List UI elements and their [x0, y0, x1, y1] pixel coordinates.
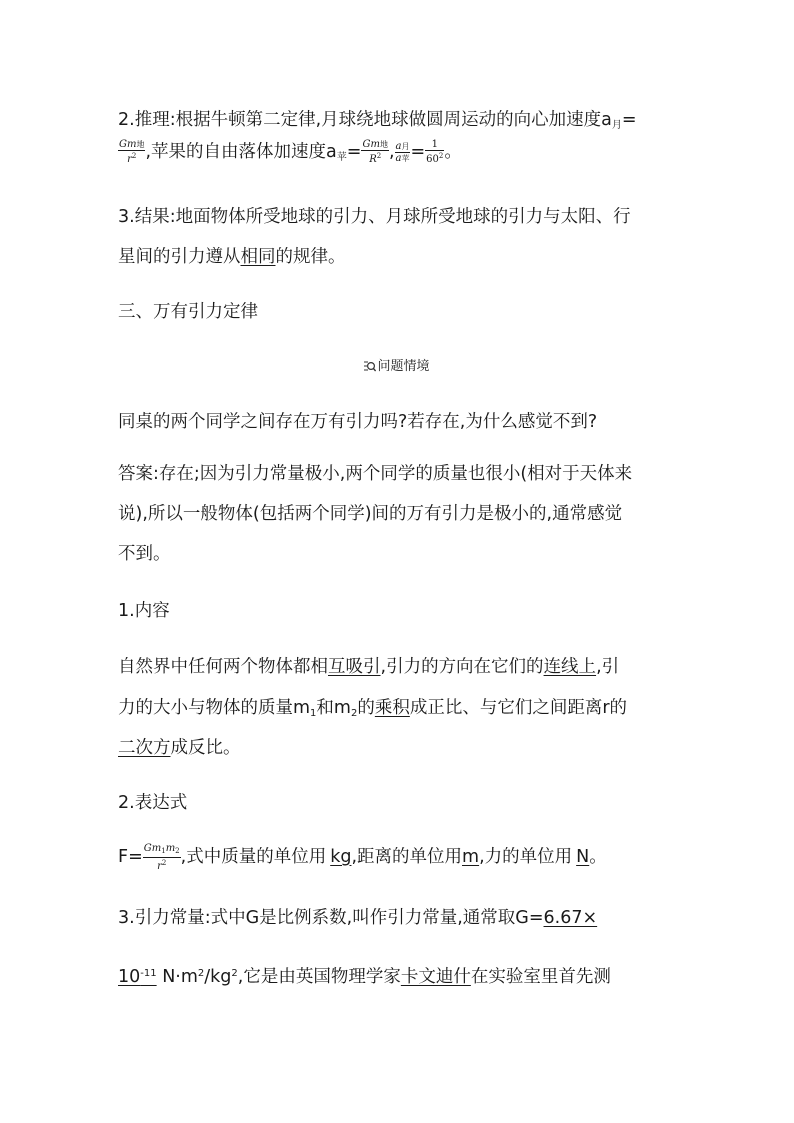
reasoning-line-1	[118, 109, 678, 137]
result-text-end: 的规律。	[275, 247, 346, 267]
fraction-gravitation-formula	[143, 843, 181, 872]
result-line-1: 3.结果:地面物体所受地球的引力、月球所受地球的引力与太阳、行	[118, 207, 631, 227]
period: 。	[444, 142, 462, 162]
equals-sign: =	[410, 142, 426, 162]
expression-text: 。	[589, 847, 607, 867]
fraction-den-sup: 2	[161, 858, 167, 867]
fraction-num-sub: 1	[161, 846, 166, 855]
expression-line	[118, 842, 678, 872]
constant-unit: /kg	[204, 967, 232, 987]
subscript-apple: 苹	[336, 152, 347, 163]
fraction-den-sup: 2	[131, 152, 137, 160]
reasoning-text: 2.推理:根据牛顿第二定律,月球绕地球做圆周运动的向心加速度a	[118, 110, 612, 130]
content-text: 成反比。	[170, 738, 241, 758]
answer-kg: kg	[330, 847, 352, 867]
content-text: ,引	[596, 657, 620, 677]
subscript-moon: 月	[611, 120, 622, 131]
fraction-num: Gm	[143, 842, 162, 854]
fraction-num-sub: 月	[401, 141, 410, 151]
superscript-2: 2	[231, 968, 238, 979]
reasoning-line-2	[118, 138, 678, 172]
scenario-label	[0, 358, 794, 376]
fraction-num-sub: 地	[379, 140, 388, 149]
constant-text: 3.引力常量:式中G是比例系数,叫作引力常量,通常取G=	[118, 908, 544, 928]
constant-text: 在实验室里首先测	[470, 967, 611, 987]
constant-unit: N·m	[156, 967, 198, 987]
fraction-num: Gm	[362, 139, 380, 150]
section-heading: 三、万有引力定律	[118, 302, 258, 322]
content-text: 的	[357, 698, 375, 718]
constant-exponent: -11	[140, 968, 157, 979]
fraction-den-sup: 2	[376, 152, 382, 160]
constant-base: 10	[118, 967, 141, 987]
fraction-num: Gm	[119, 139, 137, 150]
fraction-num: m	[165, 842, 176, 854]
fraction-one-over-sixty-squared	[425, 139, 444, 165]
fraction-ratio	[395, 141, 411, 164]
answer-m: m	[462, 847, 480, 867]
result-line-2	[118, 246, 678, 268]
equals-sign: =	[621, 110, 637, 130]
question-text: 同桌的两个同学之间存在万有引力吗?若存在,为什么感觉不到?	[118, 412, 598, 432]
result-text: 星间的引力遵从	[118, 247, 241, 267]
expression-heading: 2.表达式	[118, 793, 188, 813]
answer-line-2: 说),所以一般物体(包括两个同学)间的万有引力是极小的,通常感觉	[118, 504, 623, 524]
apple-acceleration-text: ,苹果的自由落体加速度a	[145, 142, 337, 162]
fraction-num-sub: 地	[136, 140, 145, 149]
answer-line-3: 不到。	[118, 544, 171, 564]
constant-line-2	[118, 963, 678, 988]
superscript-2: 2	[197, 968, 205, 979]
answer-line-1: 答案:存在;因为引力常量极小,两个同学的质量也很小(相对于天体来	[118, 464, 633, 484]
content-text: 自然界中任何两个物体都相	[118, 657, 328, 677]
fraction-apple-acceleration	[361, 139, 388, 165]
content-heading: 1.内容	[118, 601, 170, 621]
fraction-den: r	[157, 860, 162, 872]
equals-sign: =	[346, 142, 362, 162]
answer-n: N	[576, 847, 590, 867]
subscript-1: 1	[310, 708, 317, 719]
answer-square: 二次方	[118, 738, 171, 758]
comma: ,	[388, 142, 395, 162]
fraction-den: 60	[426, 154, 439, 165]
expression-text: ,式中质量的单位用	[180, 847, 327, 867]
subscript-2: 2	[350, 708, 358, 719]
constant-line-1	[118, 907, 678, 929]
fraction-num: 1	[425, 139, 444, 151]
fraction-den-sub: 苹	[401, 153, 410, 163]
scenario-label-text: 问题情境	[377, 359, 430, 374]
fraction-den: r	[127, 154, 132, 165]
constant-text: ,它是由英国物理学家	[237, 967, 401, 987]
content-text: 和m	[316, 698, 351, 718]
answer-product: 乘积	[374, 698, 410, 718]
answer-constant-exponent	[118, 967, 157, 987]
content-line-2	[118, 697, 678, 725]
answer-constant-value: 6.67×	[543, 908, 598, 928]
content-text: 成正比、与它们之间距离r的	[409, 698, 628, 718]
magnifier-list-icon	[364, 360, 376, 372]
content-text: 力的大小与物体的质量m	[118, 698, 311, 718]
fraction-num-sub: 2	[175, 846, 180, 855]
fraction-num: a	[395, 140, 402, 152]
fraction-den: a	[395, 152, 402, 164]
content-line-3	[118, 737, 678, 759]
formula-lhs: F=	[118, 847, 143, 867]
fraction-moon-acceleration	[118, 139, 145, 165]
expression-text: ,力的单位用	[479, 847, 573, 867]
content-text: ,引力的方向在它们的	[380, 657, 544, 677]
answer-same: 相同	[240, 247, 276, 267]
fraction-den-sup: 2	[438, 152, 444, 160]
content-line-1	[118, 656, 678, 678]
answer-mutual-attraction: 互吸引	[328, 657, 381, 677]
answer-cavendish: 卡文迪什	[400, 967, 471, 987]
answer-connecting-line: 连线上	[543, 657, 597, 677]
fraction-den: R	[369, 154, 377, 165]
expression-text: ,距离的单位用	[351, 847, 463, 867]
